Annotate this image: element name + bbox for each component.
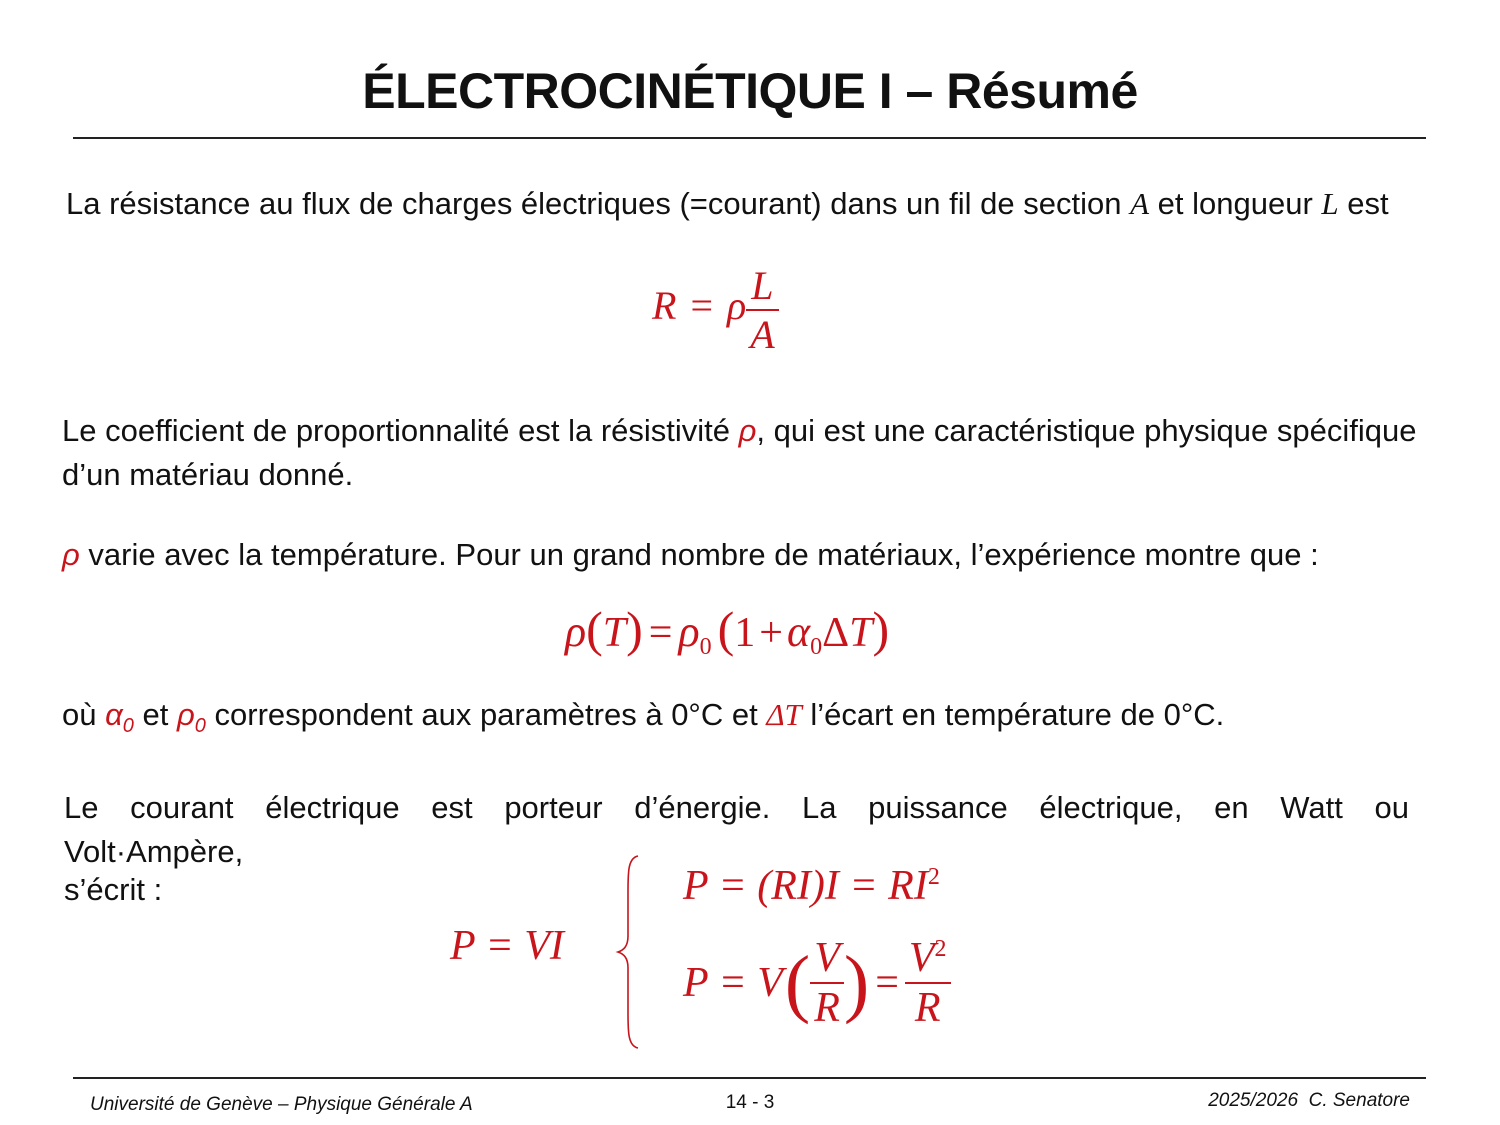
alpha-symbol: $\alpha_0$ [105, 697, 134, 738]
page-number: 14 - 3 [725, 1092, 775, 1113]
footer-right: 2025/2026 C. Senatore [1208, 1090, 1410, 1111]
rho-symbol: ρ [738, 413, 757, 448]
eq1-rho: ρ [727, 283, 747, 329]
p4-mid: correspondent aux paramètres à 0°C et [214, 697, 758, 732]
eq1-numerator: L [751, 263, 774, 308]
eq3-frac1: $\frac{V}{R}$ [810, 934, 844, 1032]
p2-before: Le coefficient de proportionnalité est la résistivité [62, 413, 731, 448]
p2-line2: d’un matériau donné. [62, 457, 354, 492]
p4-and: et [142, 697, 169, 732]
eq3-frac2: $\frac{V^2}{R}$ [905, 934, 951, 1032]
p3-text: varie avec la température. Pour un grand nombre de matériaux, l’expérience montre que : [88, 537, 1319, 572]
page-title: ÉLECTROCINÉTIQUE I – Résumé [362, 63, 1138, 119]
eq1-fraction [746, 262, 778, 358]
p1-before: La résistance au flux de charges électriques (=courant) dans un fil de section [66, 186, 1122, 221]
title-divider [73, 137, 1426, 139]
equation-resistance [652, 262, 779, 358]
p5-line1: Le courant électrique est porteur d’énergie. La puissance électrique, en Watt ou Volt·Ampère, [64, 790, 1409, 869]
equation-power-ri: $P = (RI)I = RI^2$ [683, 863, 940, 909]
symbol-l: L [1321, 186, 1339, 221]
eq1-denominator: A [750, 312, 775, 357]
p4-end: l’écart en température de 0°C. [810, 697, 1225, 732]
p4-start: où [62, 697, 97, 732]
equation-power-vr: P = V ( $\frac{V}{R}$ ) = $\frac{V^2}{R}$ [683, 934, 951, 1032]
rho0-symbol: $\rho_0$ [177, 697, 206, 738]
p2-after: , qui est une caractéristique physique spécifique [756, 413, 1417, 448]
symbol-a: A [1130, 186, 1150, 221]
left-brace-icon [614, 852, 644, 1052]
paragraph-resistivity [62, 409, 1462, 497]
paragraph-parameters [62, 693, 1482, 748]
p2-line1 [62, 409, 1462, 453]
footer-left: Université de Genève – Physique Générale A [90, 1094, 473, 1115]
eq1-equals: = [690, 283, 713, 329]
delta-t-symbol: ΔT [766, 697, 802, 732]
footer-divider [73, 1077, 1426, 1079]
rho-symbol: ρ [62, 537, 80, 572]
paragraph-temperature [62, 533, 1462, 577]
p5-line2: s’écrit : [64, 872, 163, 907]
equation-resistivity-temperature: ρ(T) = ρ0 (1+α0ΔT) [565, 601, 890, 660]
eq1-lhs: R [652, 283, 677, 329]
paragraph-resistance [66, 182, 1446, 226]
p1-middle: et longueur [1157, 186, 1313, 221]
p1-after: est [1347, 186, 1389, 221]
equation-power: P = VI [450, 923, 564, 969]
